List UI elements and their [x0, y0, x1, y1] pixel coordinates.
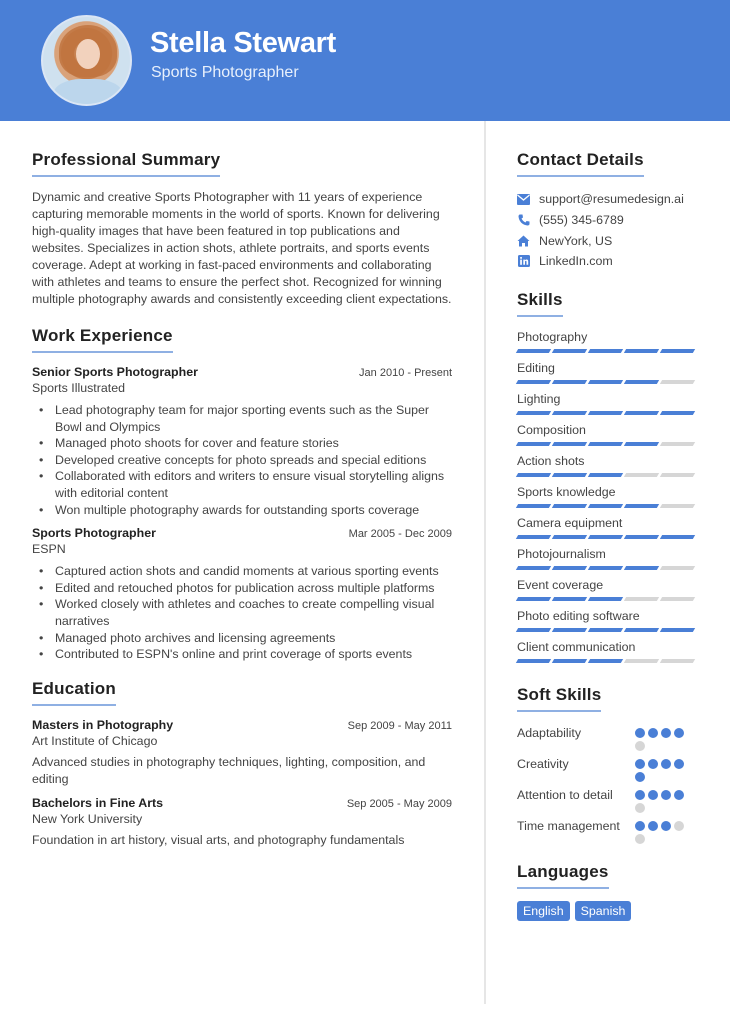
main-column	[32, 150, 452, 863]
education-heading: Education	[32, 679, 116, 706]
linkedin-icon	[517, 255, 530, 268]
rating-segment	[588, 380, 623, 384]
job-bullet: • Won multiple photography awards for outstanding sports coverage	[32, 502, 452, 519]
skill-rating-bar	[517, 380, 702, 384]
rating-segment	[624, 349, 659, 353]
rating-dot	[648, 728, 658, 738]
soft-skill-rating	[635, 724, 685, 751]
rating-dot	[635, 803, 645, 813]
rating-segment	[660, 411, 695, 415]
job-role: Senior Sports Photographer	[32, 365, 198, 379]
rating-segment	[588, 597, 623, 601]
rating-segment	[588, 411, 623, 415]
rating-dot	[635, 834, 645, 844]
job-bullet: • Collaborated with editors and writers to ensure visual storytelling aligns with editorial content	[32, 468, 452, 501]
rating-dot	[674, 821, 684, 831]
rating-segment	[516, 349, 551, 353]
skill-rating-bar	[517, 628, 702, 632]
job-company: ESPN	[32, 542, 66, 557]
degree: Bachelors in Fine Arts	[32, 795, 164, 810]
skill-rating-bar	[517, 566, 702, 570]
soft-skills-section	[517, 685, 702, 844]
rating-segment	[624, 659, 659, 663]
skill-item	[517, 360, 702, 384]
skill-rating-bar	[517, 535, 702, 539]
soft-skill-item	[517, 724, 702, 751]
skill-item	[517, 484, 702, 508]
education-header	[32, 718, 452, 732]
rating-dot	[661, 821, 671, 831]
rating-segment	[588, 535, 623, 539]
skill-item	[517, 391, 702, 415]
column-divider	[484, 121, 486, 1004]
contact-list	[517, 189, 702, 272]
rating-dot	[674, 759, 684, 769]
job-bullet: • Worked closely with athletes and coaches to create compelling visual narratives	[32, 596, 452, 629]
rating-segment	[552, 535, 587, 539]
skill-label: Sports knowledge	[517, 484, 616, 499]
rating-segment	[624, 442, 659, 446]
rating-segment	[588, 628, 623, 632]
soft-skill-label: Attention to detail	[517, 787, 613, 802]
rating-segment	[552, 628, 587, 632]
job-bullet: • Edited and retouched photos for publication across multiple platforms	[32, 580, 452, 597]
rating-segment	[660, 566, 695, 570]
rating-segment	[660, 473, 695, 477]
rating-segment	[624, 411, 659, 415]
skills-heading: Skills	[517, 290, 563, 317]
soft-skill-item	[517, 786, 702, 813]
job-date: Jan 2010 - Present	[359, 367, 452, 379]
skill-rating-bar	[517, 597, 702, 601]
job-bullets	[32, 402, 452, 518]
rating-segment	[660, 597, 695, 601]
rating-segment	[660, 628, 695, 632]
skill-item	[517, 422, 702, 446]
rating-segment	[516, 659, 551, 663]
sidebar-column	[517, 150, 702, 935]
rating-segment	[588, 504, 623, 508]
languages-section	[517, 862, 702, 921]
rating-segment	[516, 504, 551, 508]
rating-segment	[624, 473, 659, 477]
rating-segment	[552, 597, 587, 601]
job-role: Sports Photographer	[32, 526, 156, 541]
resume-header	[0, 0, 730, 121]
soft-skill-rating	[635, 786, 685, 813]
rating-segment	[624, 380, 659, 384]
skill-item	[517, 515, 702, 539]
rating-segment	[552, 504, 587, 508]
phone-icon	[517, 214, 530, 227]
job-bullet: • Managed photo shoots for cover and feature stories	[32, 435, 452, 452]
education-header	[32, 796, 452, 810]
rating-dot	[635, 741, 645, 751]
rating-dot	[635, 772, 645, 782]
rating-dot	[674, 728, 684, 738]
skills-list	[517, 329, 702, 663]
rating-segment	[552, 659, 587, 663]
rating-segment	[552, 349, 587, 353]
rating-segment	[516, 628, 551, 632]
job-entry	[32, 526, 452, 663]
rating-segment	[660, 380, 695, 384]
skill-label: Photojournalism	[517, 546, 606, 561]
education-entry	[32, 718, 452, 788]
rating-segment	[552, 411, 587, 415]
avatar-face	[76, 39, 100, 69]
languages-heading: Languages	[517, 862, 609, 889]
skill-label: Client communication	[517, 639, 636, 654]
rating-segment	[660, 504, 695, 508]
skill-rating-bar	[517, 411, 702, 415]
education-list	[32, 718, 452, 849]
rating-dot	[674, 790, 684, 800]
rating-segment	[516, 566, 551, 570]
school: New York University	[32, 811, 143, 826]
language-badge: Spanish	[575, 901, 632, 921]
soft-skills-heading: Soft Skills	[517, 685, 601, 712]
job-header	[32, 365, 452, 379]
education-section	[32, 679, 452, 849]
rating-segment	[588, 442, 623, 446]
rating-segment	[552, 566, 587, 570]
rating-segment	[588, 566, 623, 570]
skill-rating-bar	[517, 473, 702, 477]
job-entry	[32, 365, 452, 518]
contact-section	[517, 150, 702, 272]
job-company: Sports Illustrated	[32, 381, 125, 395]
rating-dot	[661, 759, 671, 769]
skill-label: Photo editing software	[517, 608, 640, 623]
skill-label: Photography	[517, 329, 588, 344]
soft-skill-rating	[635, 755, 685, 782]
contact-text: (555) 345-6789	[539, 213, 624, 228]
job-bullet: • Managed photo archives and licensing agreements	[32, 630, 452, 647]
rating-segment	[624, 628, 659, 632]
soft-skill-label: Time management	[517, 818, 620, 833]
envelope-icon	[517, 193, 530, 206]
job-list	[32, 365, 452, 663]
rating-segment	[624, 504, 659, 508]
job-bullet: • Developed creative concepts for photo spreads and special editions	[32, 452, 452, 469]
language-list	[517, 901, 702, 921]
summary-text: Dynamic and creative Sports Photographer with 11 years of experience capturing memorable moments in the world of sports. Known for delivering high-quality images that have been featured in top publications and websites. Specializes in action shots, athlete portraits, and sports events coverage. Adept at working in fast-paced environments and collaborating with athletes and teams to ensure the perfect shot. Recognized for winning multiple photography awards and consistently exceeding client expectations.	[32, 190, 452, 306]
job-bullet: • Contributed to ESPN's online and print coverage of sports events	[32, 646, 452, 663]
skill-item	[517, 608, 702, 632]
skill-item	[517, 639, 702, 663]
education-date: Sep 2005 - May 2009	[346, 797, 452, 810]
rating-segment	[552, 442, 587, 446]
rating-dot	[648, 759, 658, 769]
skill-label: Camera equipment	[517, 515, 623, 530]
rating-dot	[635, 790, 645, 800]
rating-segment	[624, 566, 659, 570]
degree: Masters in Photography	[32, 717, 174, 732]
candidate-title: Sports Photographer	[151, 64, 299, 81]
rating-segment	[516, 473, 551, 477]
soft-skills-list	[517, 724, 702, 844]
experience-heading: Work Experience	[32, 326, 173, 353]
rating-dot	[635, 821, 645, 831]
rating-segment	[624, 535, 659, 539]
skill-label: Event coverage	[517, 577, 604, 592]
rating-segment	[588, 659, 623, 663]
job-date: Mar 2005 - Dec 2009	[348, 528, 452, 541]
skill-rating-bar	[517, 442, 702, 446]
skill-rating-bar	[517, 349, 702, 353]
rating-segment	[516, 411, 551, 415]
contact-text: support@resumedesign.ai	[539, 192, 684, 207]
contact-text: LinkedIn.com	[539, 254, 613, 269]
rating-segment	[588, 349, 623, 353]
skill-label: Lighting	[517, 391, 561, 406]
education-entry	[32, 796, 452, 849]
skill-item	[517, 329, 702, 353]
skills-section	[517, 290, 702, 663]
job-bullet: • Captured action shots and candid moments at various sporting events	[32, 563, 452, 580]
skill-item	[517, 546, 702, 570]
experience-section	[32, 326, 452, 663]
education-description: Advanced studies in photography techniques, lighting, composition, and editing	[32, 754, 426, 786]
rating-segment	[516, 535, 551, 539]
soft-skill-item	[517, 755, 702, 782]
contact-item[interactable]	[517, 189, 702, 210]
soft-skill-item	[517, 817, 702, 844]
rating-segment	[552, 380, 587, 384]
rating-dot	[635, 759, 645, 769]
rating-segment	[660, 442, 695, 446]
skill-label: Action shots	[517, 453, 585, 468]
job-bullet: • Lead photography team for major sporting events such as the Super Bowl and Olympics	[32, 402, 452, 435]
skill-rating-bar	[517, 659, 702, 663]
rating-segment	[552, 473, 587, 477]
rating-dot	[648, 790, 658, 800]
education-description: Foundation in art history, visual arts, and photography fundamentals	[32, 832, 405, 847]
skill-rating-bar	[517, 504, 702, 508]
profile-photo	[41, 15, 132, 106]
job-header	[32, 526, 452, 540]
soft-skill-label: Creativity	[517, 756, 569, 771]
skill-item	[517, 577, 702, 601]
rating-dot	[635, 728, 645, 738]
job-bullets	[32, 563, 452, 663]
soft-skill-rating	[635, 817, 685, 844]
education-date: Sep 2009 - May 2011	[347, 719, 452, 732]
summary-heading: Professional Summary	[32, 150, 220, 177]
contact-heading: Contact Details	[517, 150, 644, 177]
rating-segment	[624, 597, 659, 601]
rating-segment	[516, 380, 551, 384]
skill-label: Editing	[517, 360, 555, 375]
avatar-shirt	[53, 79, 123, 106]
contact-text: NewYork, US	[539, 233, 613, 248]
contact-item[interactable]	[517, 251, 702, 272]
school: Art Institute of Chicago	[32, 733, 158, 748]
skill-item	[517, 453, 702, 477]
rating-dot	[648, 821, 658, 831]
language-badge: English	[517, 901, 570, 921]
home-icon	[517, 234, 530, 247]
contact-item[interactable]	[517, 210, 702, 231]
rating-segment	[660, 535, 695, 539]
rating-segment	[516, 597, 551, 601]
rating-dot	[661, 790, 671, 800]
skill-label: Composition	[517, 422, 586, 437]
soft-skill-label: Adaptability	[517, 725, 582, 740]
rating-segment	[516, 442, 551, 446]
contact-item[interactable]	[517, 230, 702, 251]
rating-segment	[660, 349, 695, 353]
rating-dot	[661, 728, 671, 738]
summary-section	[32, 150, 452, 308]
rating-segment	[588, 473, 623, 477]
rating-segment	[660, 659, 695, 663]
candidate-name: Stella Stewart	[150, 27, 336, 59]
